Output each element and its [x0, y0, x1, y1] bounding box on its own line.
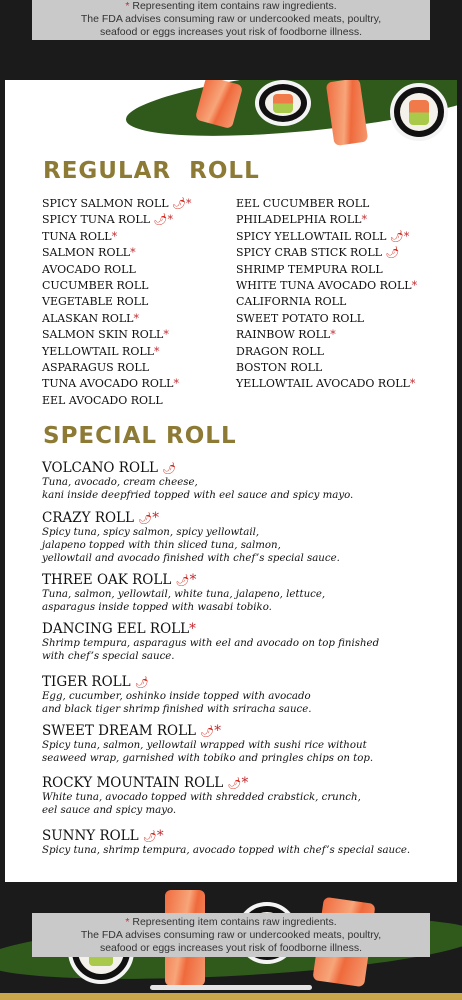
raw-notice-bottom — [32, 913, 430, 957]
regular-roll-item — [236, 196, 417, 212]
special-roll-description: Spicy tuna, shrimp tempura, avocado topped with chef’s special sauce. — [42, 845, 411, 856]
regular-roll-item — [236, 212, 417, 228]
asterisk-icon: * — [167, 213, 174, 227]
regular-roll-item — [42, 229, 192, 245]
regular-roll-item — [42, 262, 192, 278]
asterisk-icon: * — [330, 328, 336, 342]
chili-pepper-icon: 🌶︎ — [389, 229, 404, 243]
roll-name: TUNA ROLL — [42, 229, 112, 243]
special-roll-name: SWEET DREAM ROLL — [42, 723, 196, 739]
notice-line-1: Representing item contains raw ingredients. — [132, 0, 337, 12]
regular-roll-heading: REGULAR ROLL — [43, 158, 260, 184]
regular-roll-item — [236, 360, 417, 376]
regular-roll-list-right — [236, 196, 417, 393]
home-indicator[interactable] — [150, 985, 312, 990]
asterisk-icon: * — [133, 311, 139, 325]
regular-roll-item — [236, 278, 417, 294]
regular-roll-list-left — [42, 196, 192, 409]
roll-name: EEL AVOCADO ROLL — [42, 393, 163, 407]
special-roll-description: Shrimp tempura, asparagus with eel and avocado on top finished with chef’s special sauce. — [42, 638, 380, 662]
menu-card — [5, 80, 457, 882]
roll-name: AVOCADO ROLL — [42, 262, 136, 276]
regular-roll-item — [42, 196, 192, 212]
roll-name: SALMON ROLL — [42, 246, 131, 260]
roll-name: ALASKAN ROLL — [42, 311, 134, 325]
regular-roll-item — [42, 294, 192, 310]
asterisk-icon: * — [156, 828, 164, 844]
special-roll-heading: SPECIAL ROLL — [43, 423, 237, 449]
roll-name: PHILADELPHIA ROLL — [236, 213, 362, 227]
sushi-roll-icon — [255, 80, 311, 126]
raw-notice-top — [32, 0, 430, 40]
roll-name: SPICY SALMON ROLL — [42, 197, 169, 210]
special-roll-name: DANCING EEL ROLL — [42, 621, 190, 637]
roll-name: WHITE TUNA AVOCADO ROLL — [236, 279, 412, 293]
asterisk-icon: * — [403, 229, 410, 243]
special-roll-name: ROCKY MOUNTAIN ROLL — [42, 775, 224, 791]
regular-roll-item — [236, 229, 417, 245]
roll-name: YELLOWTAIL ROLL — [42, 344, 154, 358]
regular-roll-item — [42, 360, 192, 376]
black-band — [0, 40, 462, 80]
regular-roll-item — [236, 376, 417, 392]
roll-name: EEL CUCUMBER ROLL — [236, 197, 370, 210]
asterisk-icon: * — [125, 916, 130, 928]
regular-roll-item — [236, 327, 417, 343]
regular-roll-item — [42, 212, 192, 228]
roll-name: BOSTON ROLL — [236, 361, 323, 375]
sushi-roll-icon — [390, 83, 448, 141]
roll-name: RAINBOW ROLL — [236, 328, 331, 342]
chili-pepper-icon: 🌶︎ — [172, 197, 187, 210]
asterisk-icon: * — [163, 328, 169, 342]
chili-pepper-icon: 🌶︎ — [142, 830, 157, 843]
asterisk-icon: * — [153, 344, 160, 358]
special-roll-name: THREE OAK ROLL — [42, 572, 172, 588]
chili-pepper-icon: 🌶︎ — [227, 777, 242, 790]
regular-roll-item — [236, 344, 417, 360]
special-roll-item — [42, 572, 452, 614]
special-roll-item — [42, 510, 452, 565]
chili-pepper-icon: 🌶︎ — [162, 462, 177, 475]
chili-pepper-icon: 🌶︎ — [153, 213, 168, 227]
roll-name: SWEET POTATO ROLL — [236, 311, 364, 325]
regular-roll-item — [42, 393, 192, 409]
roll-name: YELLOWTAIL AVOCADO ROLL — [236, 377, 410, 391]
special-roll-item — [42, 828, 452, 857]
notice-line-2: The FDA advises consuming raw or undercooked meats, poultry, — [80, 929, 382, 941]
regular-roll-item — [236, 262, 417, 278]
special-roll-item — [42, 775, 452, 817]
asterisk-icon: * — [111, 229, 118, 243]
asterisk-icon: * — [409, 377, 416, 391]
asterisk-icon: * — [189, 621, 196, 637]
notice-line-1: Representing item contains raw ingredients. — [132, 916, 337, 928]
asterisk-icon: * — [361, 213, 367, 227]
asterisk-icon: * — [189, 572, 197, 588]
roll-name: SHRIMP TEMPURA ROLL — [236, 262, 383, 276]
asterisk-icon: * — [186, 197, 192, 210]
special-roll-name: CRAZY ROLL — [42, 510, 134, 526]
chili-pepper-icon: 🌶︎ — [385, 246, 400, 260]
special-roll-item — [42, 674, 452, 716]
regular-roll-item — [42, 278, 192, 294]
regular-roll-item — [236, 245, 417, 261]
notice-line-3: seafood or eggs increases yout risk of foodborne illness. — [99, 26, 363, 38]
roll-name: CUCUMBER ROLL — [42, 279, 149, 293]
regular-roll-item — [42, 245, 192, 261]
regular-roll-item — [42, 327, 192, 343]
regular-roll-item — [42, 344, 192, 360]
chili-pepper-icon: 🌶︎ — [134, 676, 149, 689]
notice-line-3: seafood or eggs increases yout risk of foodborne illness. — [99, 942, 363, 954]
roll-name: SALMON SKIN ROLL — [42, 328, 164, 342]
roll-name: SPICY YELLOWTAIL ROLL — [236, 229, 387, 243]
asterisk-icon: * — [152, 510, 160, 526]
roll-name: VEGETABLE ROLL — [42, 295, 149, 309]
chili-pepper-icon: 🌶︎ — [138, 512, 153, 525]
regular-roll-item — [42, 376, 192, 392]
regular-roll-item — [42, 311, 192, 327]
asterisk-icon: * — [411, 279, 418, 293]
roll-name: CALIFORNIA ROLL — [236, 295, 347, 309]
special-roll-description: White tuna, avocado topped with shredded crabstick, crunch, eel sauce and spicy mayo. — [42, 792, 361, 816]
regular-roll-item — [236, 311, 417, 327]
roll-name: SPICY TUNA ROLL — [42, 213, 151, 227]
asterisk-icon: * — [130, 246, 136, 260]
special-roll-description: Spicy tuna, salmon, yellowtail wrapped with sushi rice without seaweed wrap, garnished with tobiko and pringles chips on top. — [42, 740, 374, 764]
special-roll-description: Tuna, avocado, cream cheese, kani inside deepfried topped with eel sauce and spicy mayo. — [42, 477, 354, 501]
roll-name: DRAGON ROLL — [236, 344, 324, 358]
special-roll-item — [42, 621, 452, 663]
special-roll-item — [42, 723, 452, 765]
gold-border — [0, 993, 462, 1000]
asterisk-icon: * — [173, 377, 179, 391]
chili-pepper-icon: 🌶︎ — [200, 725, 215, 738]
asterisk-icon: * — [241, 775, 249, 791]
special-roll-name: TIGER ROLL — [42, 674, 131, 690]
asterisk-icon: * — [125, 0, 130, 12]
special-roll-description: Tuna, salmon, yellowtail, white tuna, jalapeno, lettuce, asparagus inside topped with wasabi tobiko. — [42, 589, 326, 613]
asterisk-icon: * — [214, 723, 222, 739]
regular-roll-item — [236, 294, 417, 310]
special-roll-name: SUNNY ROLL — [42, 828, 139, 844]
special-roll-item — [42, 460, 452, 502]
special-roll-name: VOLCANO ROLL — [42, 460, 158, 476]
roll-name: ASPARAGUS ROLL — [42, 361, 150, 375]
roll-name: SPICY CRAB STICK ROLL — [236, 246, 382, 260]
roll-name: TUNA AVOCADO ROLL — [42, 377, 174, 391]
chili-pepper-icon: 🌶︎ — [175, 574, 190, 587]
special-roll-description: Spicy tuna, spicy salmon, spicy yellowtail, jalapeno topped with thin sliced tuna, salmon, yellowtail and avocado finished with chef’s special sauce. — [42, 527, 340, 564]
notice-line-2: The FDA advises consuming raw or undercooked meats, poultry, — [80, 13, 382, 25]
special-roll-description: Egg, cucumber, oshinko inside topped with avocado and black tiger shrimp finished with sriracha sauce. — [42, 691, 312, 715]
